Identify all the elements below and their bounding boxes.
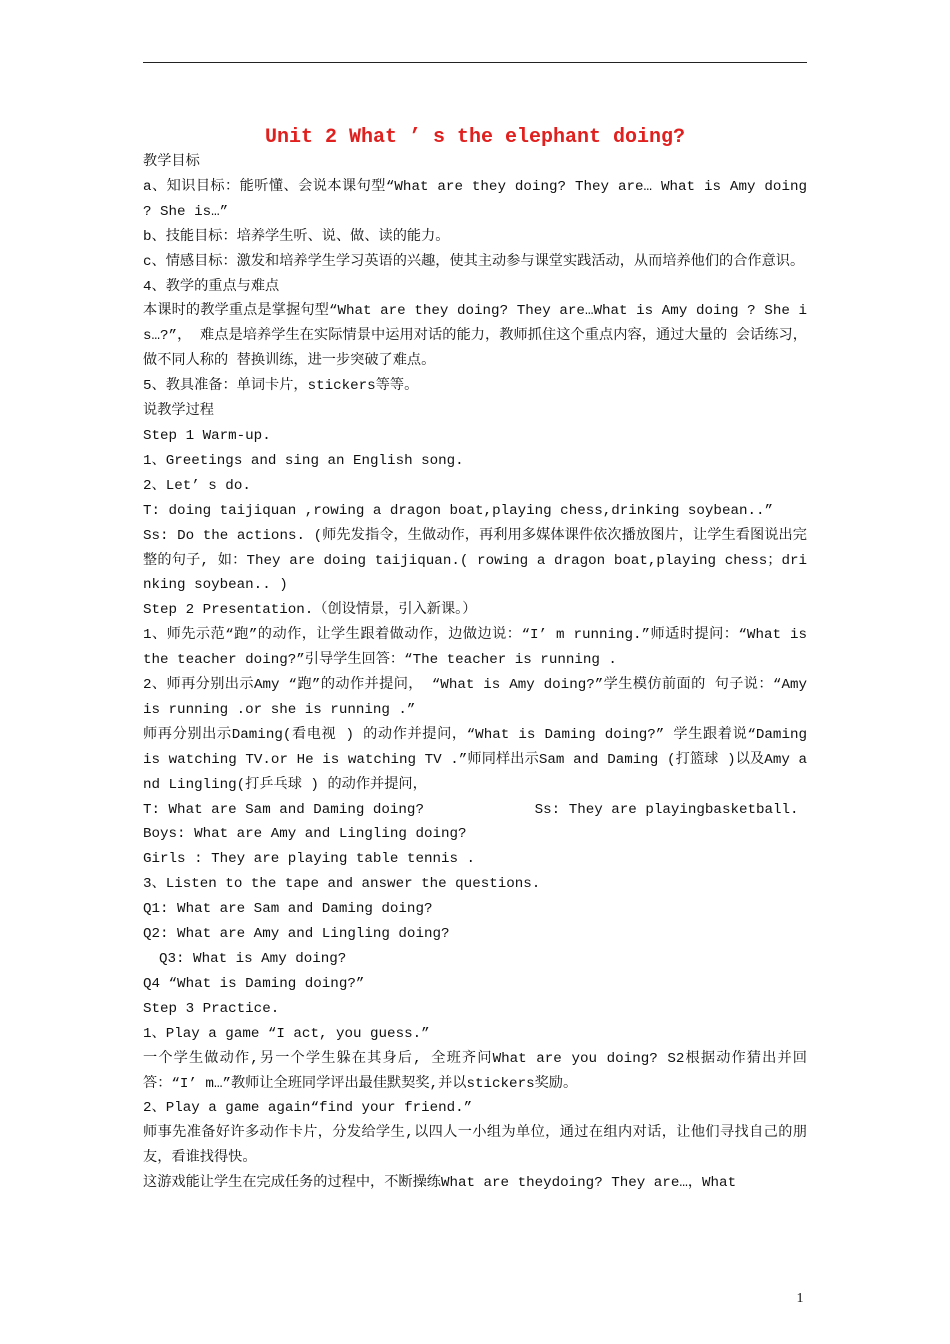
paragraph-students-actions: Ss: Do the actions. (师先发指令，生做动作，再利用多媒体课件依次播放图片，让学生看图说出完整的句子, 如：They are doing taijiquan.( rowing a dragon boat,playing chess；drinking soybean.. ): [143, 527, 807, 594]
paragraph-objectives-heading: 教学目标: [143, 154, 200, 170]
document-title: Unit 2 What ’ s the elephant doing?: [264, 126, 686, 149]
paragraph-step3: Step 3 Practice.: [143, 1000, 280, 1017]
paragraph-step2-item3: 3、Listen to the tape and answer the questions.: [143, 876, 541, 893]
paragraph-dialogue-boys: Boys: What are Amy and Lingling doing?: [143, 826, 467, 843]
paragraph-dialogue-sam-daming: T: What are Sam and Daming doing? Ss: They are playingbasketball.: [143, 801, 799, 818]
paragraph-step2-item2: 2、师再分别出示Amy “跑”的动作并提问， “What is Amy doing?”学生模仿前面的 句子说：“Amy is running .or she is running .”: [143, 677, 807, 718]
paragraph-step3-game1: 1、Play a game “I act, you guess.”: [143, 1025, 430, 1042]
paragraph-step3-game2: 2、Play a game again“find your friend.”: [143, 1100, 473, 1117]
paragraph-step1-item2: 2、Let’ s do.: [143, 477, 251, 494]
paragraph-process-heading: 说教学过程: [143, 403, 214, 420]
paragraph-step2: Step 2 Presentation.（创设情景，引入新课。）: [143, 602, 477, 619]
paragraph-key-points: 本课时的教学重点是掌握句型“What are they doing? They are…What is Amy doing ? She is…?”， 难点是培养学生在实际情景中运用对话的能力，教师抓住这个重点内容，通过大量的 会话练习，做不同人称的 替换训练，进一步突破了难点。: [143, 303, 807, 370]
paragraph-dialogue-girls: Girls : They are playing table tennis .: [143, 851, 476, 868]
paragraph-materials: 5、教具准备：单词卡片，stickers等等。: [143, 378, 419, 395]
paragraph-key-points-heading: 4、教学的重点与难点: [143, 278, 280, 295]
header-rule: [143, 62, 807, 63]
paragraph-step2-item1: 1、师先示范“跑”的动作，让学生跟着做动作，边做边说：“I’ m running.”师适时提问：“What is the teacher doing?”引导学生回答：“The teacher is running .: [143, 627, 807, 669]
paragraph-question-4: Q4 “What is Daming doing?”: [143, 975, 365, 992]
paragraph-knowledge-goal: a、知识目标：能听懂、会说本课句型“What are they doing? They are… What is Amy doing ? She is…”: [143, 178, 807, 220]
paragraph-step3-game-purpose: 这游戏能让学生在完成任务的过程中，不断操练What are theydoing? They are…，What: [143, 1175, 737, 1192]
page-number: 1: [796, 1291, 804, 1306]
paragraph-step3-game2-desc: 师事先准备好许多动作卡片，分发给学生,以四人一小组为单位，通过在组内对话，让他们寻找自己的朋友，看谁找得快。: [143, 1125, 807, 1167]
paragraph-step2-daming: 师再分别出示Daming(看电视 ) 的动作并提问，“What is Daming doing?” 学生跟着说“Daming is watching TV.or He is watching TV .”师同样出示Sam and Daming (打篮球 )以及Amy and Lingling(打乒乓球 ) 的动作并提问，: [143, 726, 807, 793]
paragraph-question-3: Q3: What is Amy doing?: [159, 951, 347, 967]
paragraph-step1: Step 1 Warm-up.: [143, 427, 271, 444]
paragraph-skill-goal: b、技能目标：培养学生听、说、做、读的能力。: [143, 228, 450, 245]
paragraph-emotion-goal: c、情感目标：激发和培养学生学习英语的兴趣，使其主动参与课堂实践活动，从而培养他们的合作意识。: [143, 253, 805, 270]
paragraph-step1-item1: 1、Greetings and sing an English song.: [143, 452, 464, 469]
document-body: [143, 150, 807, 1196]
paragraph-step3-game1-desc: 一个学生做动作,另一个学生躲在其身后, 全班齐问What are you doing? S2根据动作猜出并回答：“I’ m…”教师让全班同学评出最佳默契奖,并以stickers奖励。: [143, 1050, 807, 1092]
paragraph-question-2: Q2: What are Amy and Lingling doing?: [143, 926, 450, 943]
paragraph-teacher-commands: T: doing taijiquan ,rowing a dragon boat,playing chess,drinking soybean..”: [143, 502, 774, 519]
paragraph-question-1: Q1: What are Sam and Daming doing?: [143, 901, 433, 918]
